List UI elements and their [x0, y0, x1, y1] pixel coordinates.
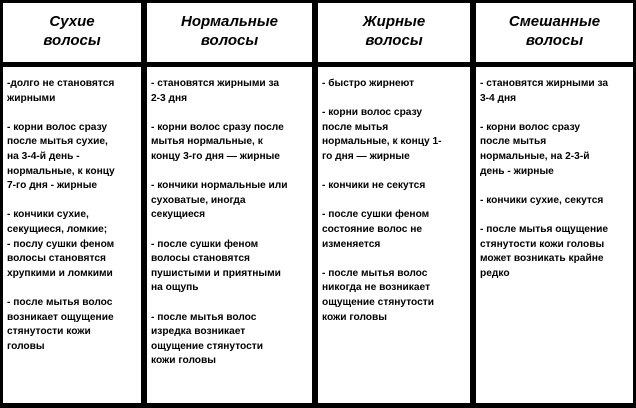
list-item: - корни волос сразу после мытья нормальные, к концу 3-го дня — жирные	[151, 121, 284, 162]
list-item: - после мытья ощущение стянутости кожи головы может возникать крайне редко	[480, 223, 609, 279]
header-label: Жирные волосы	[362, 12, 426, 49]
list-item: -долго не становятся жирными	[7, 78, 115, 104]
header-label: Нормальные волосы	[180, 12, 279, 49]
list-item: - кончики сухие, секутся	[480, 194, 604, 206]
list-item: - быстро жирнеют	[322, 78, 415, 89]
list-item: - корни волос сразу после мытья нормальные, к концу 1- го дня — жирные	[322, 107, 442, 162]
list-item: - кончики нормальные или суховатые, иногда секущиеся	[151, 180, 288, 221]
list-item: - после сушки феном состояние волос не изменяется	[322, 209, 430, 250]
column-normal-hair	[147, 67, 312, 403]
list-item: - после мытья волос возникает ощущение стянутости кожи головы	[7, 296, 114, 352]
header-label: Сухие волосы	[43, 12, 101, 49]
list-item: - после мытья волос никогда не возникает ощущение стянутости кожи головы	[322, 267, 435, 323]
list-item: - после сушки феном волосы становятся пушистыми и приятными на ощупь	[151, 238, 281, 294]
header-oily-hair	[318, 3, 470, 62]
column-oily-hair	[318, 67, 470, 403]
header-label: Смешанные волосы	[508, 12, 601, 49]
column-dry-hair	[3, 67, 141, 403]
list-item: - становятся жирными за 2-3 дня	[151, 78, 280, 104]
list-item: - корни волос сразу после мытья сухие, на 3-4-й день - нормальные, к концу 7-го дня - жирные	[7, 121, 115, 192]
list-item: - кончики сухие, секущиеся, ломкие; - послу сушки феном волосы становятся хрупкими и ломкими	[7, 209, 115, 279]
column-mixed-hair	[476, 67, 633, 403]
list-item: - становятся жирными за 3-4 дня	[480, 78, 609, 104]
list-item: - после мытья волос изредка возникает ощущение стянутости кожи головы	[151, 311, 264, 367]
list-item: - кончики не секутся	[322, 180, 426, 192]
header-mixed-hair	[476, 3, 633, 62]
header-normal-hair	[147, 3, 312, 62]
list-item: - корни волос сразу после мытья нормальные, на 2-3-й день - жирные	[480, 121, 590, 177]
header-dry-hair	[3, 3, 141, 62]
